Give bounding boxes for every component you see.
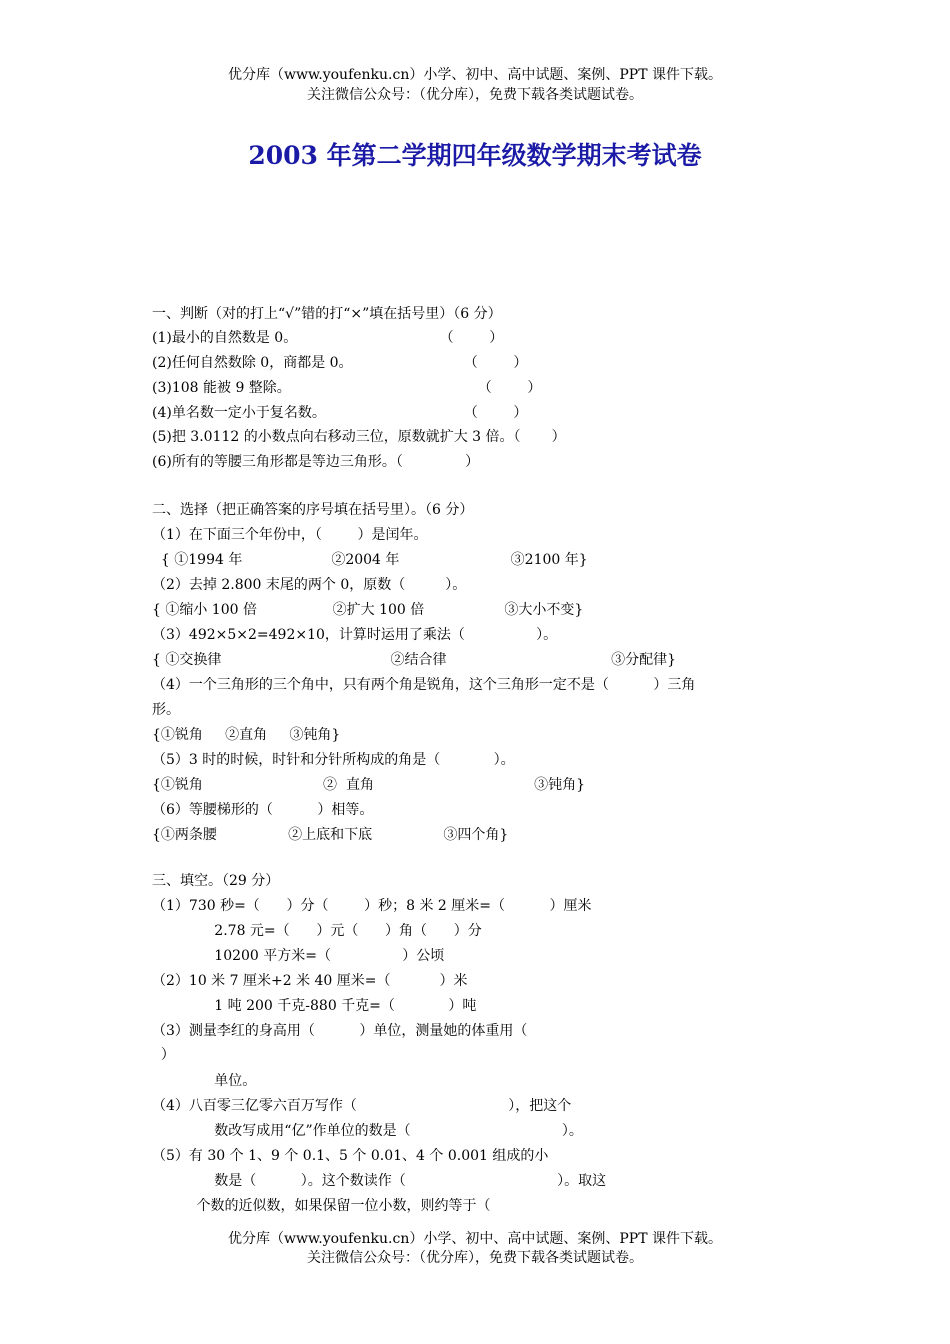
fill-line: 10200 平方米=（ ）公顷 (152, 948, 445, 964)
fill-line: 单位。 (152, 1073, 257, 1089)
choice-line: （3）492×5×2=492×10，计算时运用了乘法（ ）。 (152, 627, 558, 643)
section1-heading: 一、判断（对的打上“√”错的打“×”填在括号里）（6 分） (152, 306, 502, 322)
fill-line: 2.78 元=（ ）元（ ）角（ ）分 (152, 923, 482, 939)
fill-line: （3）测量李红的身高用（ ）单位，测量她的体重用（ (152, 1023, 528, 1039)
judge-item-2: (2)任何自然数除 0，商都是 0。 （ ） (152, 355, 528, 371)
choice-line: { ①缩小 100 倍 ②扩大 100 倍 ③大小不变} (152, 602, 584, 618)
judge-item-5: (5)把 3.0112 的小数点向右移动三位，原数就扩大 3 倍。（ ） (152, 429, 566, 445)
fill-line: （4）八百零三亿零六百万写作（ ），把这个 (152, 1098, 572, 1114)
choice-line: （6）等腰梯形的（ ）相等。 (152, 802, 374, 818)
fill-line: ） (152, 1047, 175, 1063)
fill-line: （5）有 30 个 1、9 个 0.1、5 个 0.01、4 个 0.001 组成的小 (152, 1148, 549, 1164)
fill-line: （1）730 秒=（ ）分（ ）秒；8 米 2 厘米=（ ）厘米 (152, 898, 592, 914)
fill-line: 数改写成用“亿”作单位的数是（ ）。 (152, 1123, 583, 1139)
choice-line: {①锐角 ②直角 ③钝角} (152, 727, 341, 743)
section2-heading: 二、选择（把正确答案的序号填在括号里）。（6 分） (152, 502, 474, 518)
choice-line: （2）去掉 2.800 末尾的两个 0，原数（ ）。 (152, 577, 467, 593)
fill-line: 个数的近似数，如果保留一位小数，则约等于（ (152, 1198, 491, 1214)
choice-line: {①锐角 ② 直角 ③钝角} (152, 777, 586, 793)
page-title: 2003 年第二学期四年级数学期末考试卷 (248, 141, 702, 170)
choice-line: 形。 (152, 702, 180, 718)
fill-line: （2）10 米 7 厘米+2 米 40 厘米=（ ）米 (152, 973, 468, 989)
section3-heading: 三、填空。（29 分） (152, 873, 280, 889)
choice-line: （1）在下面三个年份中，（ ）是闰年。 (152, 527, 428, 543)
choice-line: （4）一个三角形的三个角中，只有两个角是锐角，这个三角形一定不是（ ）三角 (152, 677, 696, 693)
fill-line: 数是（ ）。这个数读作（ ）。取这 (152, 1173, 607, 1189)
footer-line-1: 优分库（www.youfenku.cn）小学、初中、高中试题、案例、PPT 课件下载。 (227, 1231, 722, 1247)
choice-line: { ①1994 年 ②2004 年 ③2100 年} (152, 552, 588, 568)
choice-line: （5）3 时的时候，时针和分针所构成的角是（ ）。 (152, 752, 515, 768)
judge-item-6: (6)所有的等腰三角形都是等边三角形。（ ） (152, 454, 480, 470)
choice-line: { ①交换律 ②结合律 ③分配律} (152, 652, 677, 668)
judge-item-1: (1)最小的自然数是 0。 （ ） (152, 330, 504, 346)
footer-line-2: 关注微信公众号：（优分库），免费下载各类试题试卷。 (307, 1250, 643, 1266)
fill-line: 1 吨 200 千克-880 千克=（ ）吨 (152, 998, 477, 1014)
header-line-1: 优分库（www.youfenku.cn）小学、初中、高中试题、案例、PPT 课件下载。 (227, 67, 722, 83)
choice-line: {①两条腰 ②上底和下底 ③四个角} (152, 827, 509, 843)
header-line-2: 关注微信公众号：（优分库），免费下载各类试题试卷。 (307, 87, 643, 103)
judge-item-3: (3)108 能被 9 整除。 （ ） (152, 380, 542, 396)
judge-item-4: (4)单名数一定小于复名数。 （ ） (152, 405, 528, 421)
